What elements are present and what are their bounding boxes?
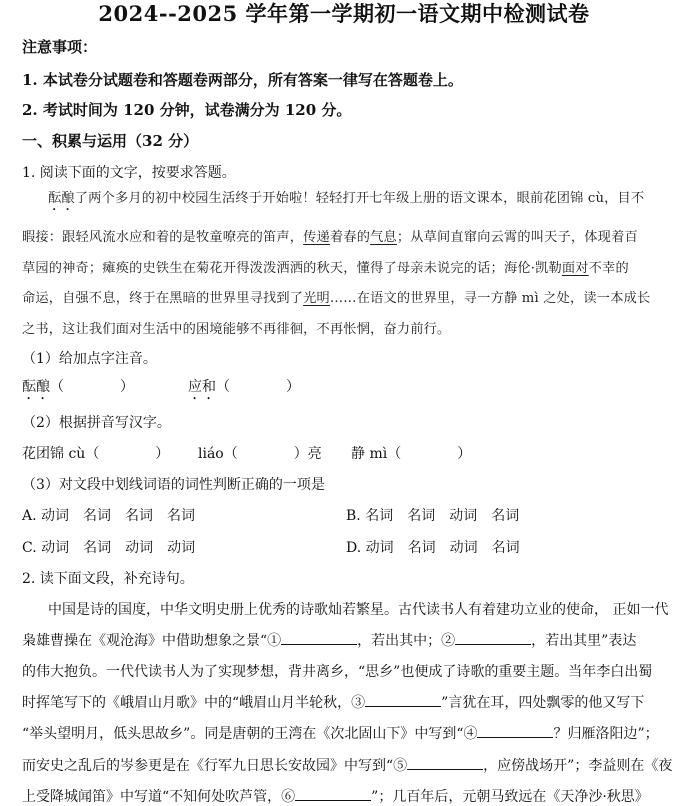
q1-sub2-prompt: （2）根据拼音写汉字。 [22, 415, 171, 431]
underlined-word-qixi: 气息 [370, 230, 397, 245]
blank-6 [295, 800, 371, 801]
option-c: C. 动词 名词 动词 动词 [22, 540, 196, 556]
blank-2 [455, 644, 531, 645]
notice-heading: 注意事项： [22, 38, 98, 56]
q2-line-2: 枭雄曹操在《观沧海》中借助想象之景“① ，若出其中；② ，若出其里”表达 [22, 633, 637, 649]
sub2-item-liao: liáo（ ）亮 [198, 446, 322, 462]
q1-prompt: 1. 阅读下面的文字，按要求答题。 [22, 165, 236, 181]
notice-item-2: 2. 考试时间为 120 分钟，试卷满分为 120 分。 [22, 101, 352, 119]
blank-4 [477, 737, 553, 738]
q2-line-6: 而安史之乱后的岑参更是在《行军九日思长安故园》中写到“⑤ ，应傍战场开”；李益则在《夜 [22, 758, 673, 774]
passage-line-2: 暇接：跟轻风流水应和着的是牧童嘹亮的笛声，传递着春的气息；从草间直窜向云霄的叫天子，体现着百 [22, 230, 638, 245]
q1-sub1-prompt: （1）给加点字注音。 [22, 351, 157, 367]
sub1-item-yunniang: 酝酿（ ） [22, 379, 134, 395]
option-a: A. 动词 名词 名词 名词 [22, 508, 196, 524]
q1-sub3-prompt: （3）对文段中划线词语的词性判断正确的一项是 [22, 477, 325, 493]
blank-5 [407, 769, 483, 770]
option-b: B. 名词 名词 动词 名词 [346, 508, 520, 524]
underlined-word-guangming: 光明 [303, 291, 330, 306]
sub2-item-cu: 花团锦 cù（ ） [22, 446, 170, 462]
passage-line-3: 草园的神奇；瘫痪的史铁生在菊花开得泼泼洒洒的秋天，懂得了母亲未说完的话；海伦·凯勒面对不幸的 [22, 261, 629, 276]
notice-item-1: 1. 本试卷分试题卷和答题卷两部分，所有答案一律写在答题卷上。 [22, 71, 463, 89]
underlined-word-miandui: 面对 [561, 261, 589, 276]
q2-line-4: 时挥笔写下的《峨眉山月歌》中的“峨眉山月半轮秋，③ ”言犹在耳，四处飘零的他又写下 [22, 695, 645, 711]
q2-prompt: 2. 读下面文段，补充诗句。 [22, 571, 194, 587]
passage-line-4: 命运，自强不息，终于在黑暗的世界里寻找到了光明……在语文的世界里，寻一方静 mì 之处，读一本成长 [22, 291, 651, 306]
section-1-heading: 一、积累与运用（32 分） [22, 132, 199, 150]
q2-line-3: 的伟大抱负。一代代读书人为了实现梦想，背井离乡，“思乡”也便成了诗歌的重要主题。当年李白出蜀 [22, 664, 653, 680]
passage-line-1: 酝酿了两个多月的初中校园生活终于开始啦！轻轻打开七年级上册的语文课本，眼前花团锦 cù，目不 [48, 191, 645, 206]
page-title: 2024--2025 学年第一学期初一语文期中检测试卷 [98, 1, 590, 26]
passage-line-5: 之书，这让我们面对生活中的困境能够不再徘徊，不再怅惘，奋力前行。 [22, 322, 451, 337]
blank-3 [365, 706, 441, 707]
blank-1 [281, 644, 357, 645]
sub2-item-mi: 静 mì（ ） [351, 446, 472, 462]
sub1-item-yinghe: 应和（ ） [188, 379, 300, 395]
q2-line-5: “举头望明月，低头思故乡”。同是唐朝的王湾在《次北固山下》中写到“④ ？归雁洛阳边”； [22, 726, 659, 742]
underlined-word-chuandi: 传递 [303, 230, 330, 245]
dotted-word-yunniang: 酝酿 [48, 191, 75, 206]
q2-line-1: 中国是诗的国度，中华文明史册上优秀的诗歌灿若繁星。古代读书人有着建功立业的使命， 正如一代 [48, 602, 669, 618]
q2-line-7: 上受降城闻笛》中写道“不知何处吹芦管，⑥ ”；几百年后，元朝马致远在《天净沙·秋思》 [22, 789, 649, 805]
option-d: D. 动词 名词 动词 名词 [346, 540, 520, 556]
